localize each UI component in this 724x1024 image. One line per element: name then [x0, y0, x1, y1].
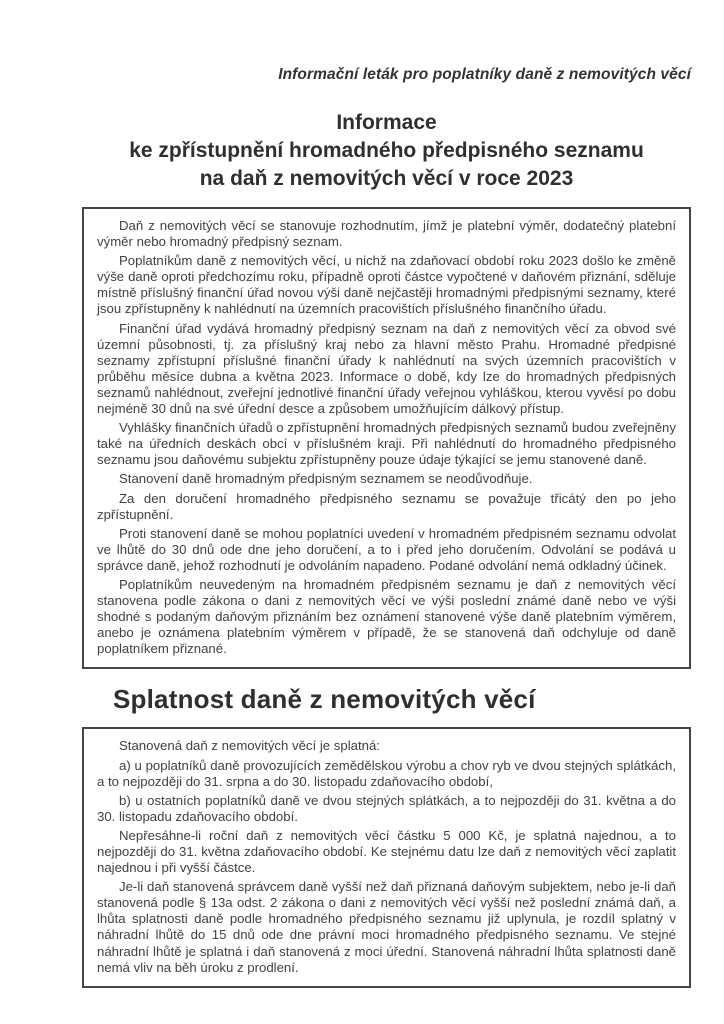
paragraph: Nepřesáhne-li roční daň z nemovitých věcí částku 5 000 Kč, je splatná najednou, a to nejpozději do 31. května zdaňovacího období. Ke stejnému datu lze daň z nemovitých věcí zaplatit najednou i při vyšší částce.	[97, 827, 676, 876]
paragraph: Proti stanovení daně se mohou poplatníci uvedení v hromadném předpisném seznamu odvolat ve lhůtě do 30 dnů ode dne jeho doručení, a to i před jeho doručením. Odvolání se podává u správce daně, jehož rozhodnutí je odvoláním napadeno. Podané odvolání nemá odkladný účinek.	[97, 525, 676, 573]
paragraph: Stanovení daně hromadným předpisným seznamem se neodůvodňuje.	[119, 471, 533, 487]
content-area	[82, 0, 691, 988]
paragraph: Za den doručení hromadného předpisného seznamu se považuje třicátý den po jeho zpřístupnění.	[97, 490, 676, 522]
paragraph: b) u ostatních poplatníků daně ve dvou stejných splátkách, a to nejpozději do 31. května a do 30. listopadu zdaňovacího období.	[97, 792, 676, 824]
intro-box	[82, 207, 691, 669]
paragraph: Daň z nemovitých věcí se stanovuje rozhodnutím, jímž je platební výměr, dodatečný platební výměr nebo hromadný předpisný seznam.	[97, 218, 676, 250]
paragraph: Je-li daň stanovená správcem daně vyšší než daň přiznaná daňovým subjektem, nebo je-li daň stanovená podle § 13a odst. 2 zákona o dani z nemovitých věcí vyšší než poslední známá daň, a lhůta splatnosti daně podle hromadného předpisného seznamu již uplynula, je rozdíl splatný v náhradní lhůtě do 15 dnů ode dne právní moci hromadného předpisného seznamu. Ve stejné náhradní lhůtě je splatná i daň stanovená z moci úřední. Stanovená náhradní lhůta splatnosti daně nemá vliv na běh úroku z prodlení.	[97, 879, 676, 975]
paragraph: Poplatníkům neuvedeným na hromadném předpisném seznamu je daň z nemovitých věcí stanovena podle zákona o dani z nemovitých věcí ve výši poslední známé daně nebo ve výši shodné s podaným daňovým přiznáním bez oznámení stanovené výše daně platebním výměrem, anebo je oznámena platebním výměrem v případě, že se stanovená daň odchyluje od daně poplatníkem přiznané.	[97, 576, 676, 657]
payment-box	[82, 727, 691, 987]
paragraph: Vyhlášky finančních úřadů o zpřístupnění hromadných předpisných seznamů budou zveřejněny také na úředních deskách obcí v příslušném kraji. Při nahlédnutí do hromadného předpisného seznamu jsou daňovému subjektu zpřístupněny pouze údaje týkající se jemu stanovené daně.	[97, 420, 676, 468]
paragraph: Finanční úřad vydává hromadný předpisný seznam na daň z nemovitých věcí za obvod své územní působnosti, tj. za příslušný kraj nebo za hlavní město Prahu. Hromadné předpisné seznamy zpřístupní příslušné finanční úřady k nahlédnutí na svých územních pracovištích v průběhu měsíce dubna a května 2023. Informace o době, kdy lze do hromadných předpisných seznamů nahlédnout, zveřejní jednotlivé finanční úřady veřejnou vyhláškou, kterou vyvěsí po dobu nejméně 30 dnů na své úřední desce a způsobem umožňujícím dálkový přístup.	[97, 320, 676, 417]
header-note: Informační leták pro poplatníky daně z nemovitých věcí	[278, 66, 691, 83]
title-line-3: na daň z nemovitých věcí v roce 2023	[199, 167, 574, 190]
paragraph: Poplatníkům daně z nemovitých věcí, u nichž na zdaňovací období roku 2023 došlo ke změně výše daně oproti předchozímu roku, případně oproti částce vypočtené v daňovém přiznání, sděluje místně příslušný finanční úřad novou výši daně nejčastěji hromadnými předpisnými seznamy, které jsou zpřístupněny k nahlédnutí na územních pracovištích příslušného finančního úřadu.	[97, 253, 676, 317]
title-line-2: ke zpřístupnění hromadného předpisného seznamu	[129, 139, 644, 162]
paragraph: Stanovená daň z nemovitých věcí je splatná:	[119, 738, 380, 754]
paragraph: a) u poplatníků daně provozujících zemědělskou výrobu a chov ryb ve dvou stejných splátkách, a to nejpozději do 31. srpna a do 30. listopadu zdaňovacího období,	[97, 757, 676, 789]
title-line-1: Informace	[336, 111, 437, 134]
section-heading-splatnost: Splatnost daně z nemovitých věcí	[113, 684, 536, 715]
document-title	[82, 109, 691, 193]
